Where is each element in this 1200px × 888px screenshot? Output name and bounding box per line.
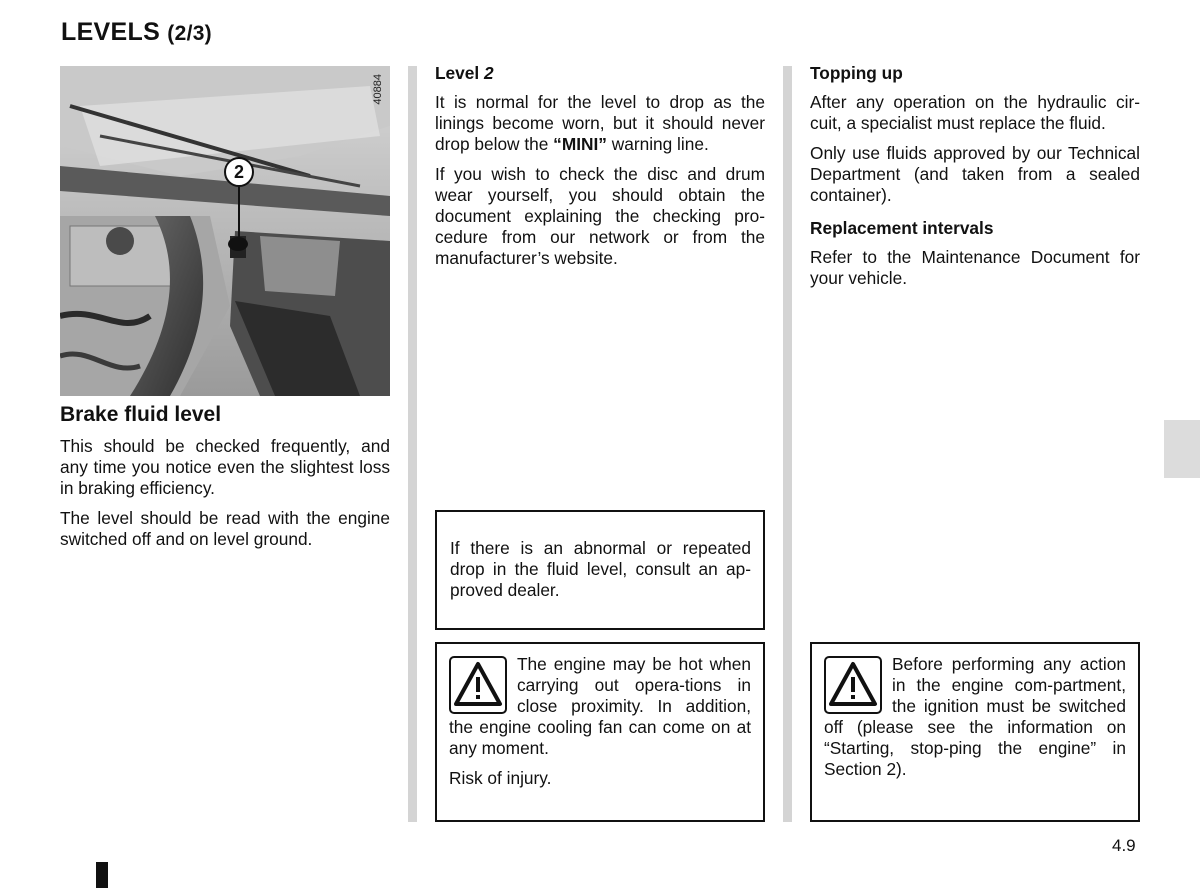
warning-text: The engine may be hot when carrying out opera-tions in close proximity. In addition, the engine cooling fan can come on at any moment. — [449, 654, 751, 758]
warning-text: Risk of injury. — [449, 768, 552, 788]
print-mark — [96, 862, 108, 888]
middle-column — [435, 63, 765, 278]
section-tab — [1164, 420, 1200, 478]
callout-line — [238, 185, 240, 243]
warning-box-ignition — [810, 642, 1140, 822]
heading-level-2: Level 2 — [435, 63, 494, 83]
engine-bay-photo — [60, 66, 390, 396]
warning-triangle-icon — [449, 656, 507, 714]
figure-code: 40884 — [372, 74, 384, 105]
callout-2: 2 — [224, 157, 254, 187]
paragraph: This should be checked frequently, and any time you notice even the slightest loss in braking efficiency. — [60, 436, 390, 498]
paragraph: Only use fluids approved by our Technical Department (and taken from a sealed container). — [810, 143, 1140, 205]
warning-triangle-icon — [824, 656, 882, 714]
note-box — [435, 510, 765, 630]
paragraph: After any operation on the hydraulic cir-cuit, a specialist must replace the fluid. — [810, 92, 1140, 133]
column-divider-left — [408, 66, 417, 822]
column-divider-right — [783, 66, 792, 822]
paragraph: The level should be read with the engine switched off and on level ground. — [60, 508, 390, 549]
paragraph: It is normal for the level to drop as the linings become worn, but it should never drop below the “MINI” warning line. — [435, 92, 765, 154]
page-number: 4.9 — [1112, 836, 1136, 855]
heading-topping-up: Topping up — [810, 63, 903, 83]
section-heading-brake-fluid: Brake fluid level — [60, 403, 222, 426]
left-column — [60, 402, 390, 559]
right-column — [810, 63, 1140, 298]
page-title: LEVELS (2/3) — [61, 18, 212, 46]
warning-box-hot-engine — [435, 642, 765, 822]
paragraph: Refer to the Maintenance Document for your vehicle. — [810, 247, 1140, 288]
mini-label: “MINI” — [553, 134, 607, 154]
heading-replacement-intervals: Replacement intervals — [810, 218, 994, 238]
paragraph: If you wish to check the disc and drum wear yourself, you should obtain the document explaining the checking pro-cedure from our network or from the manufacturer’s website. — [435, 164, 765, 268]
note-text: If there is an abnormal or repeated drop in the fluid level, consult an ap-proved dealer. — [450, 538, 751, 600]
warning-text: Before performing any action in the engine com-partment, the ignition must be switched off (please see the information on “Starting, stop-ping the engine” in Section 2). — [824, 654, 1126, 779]
